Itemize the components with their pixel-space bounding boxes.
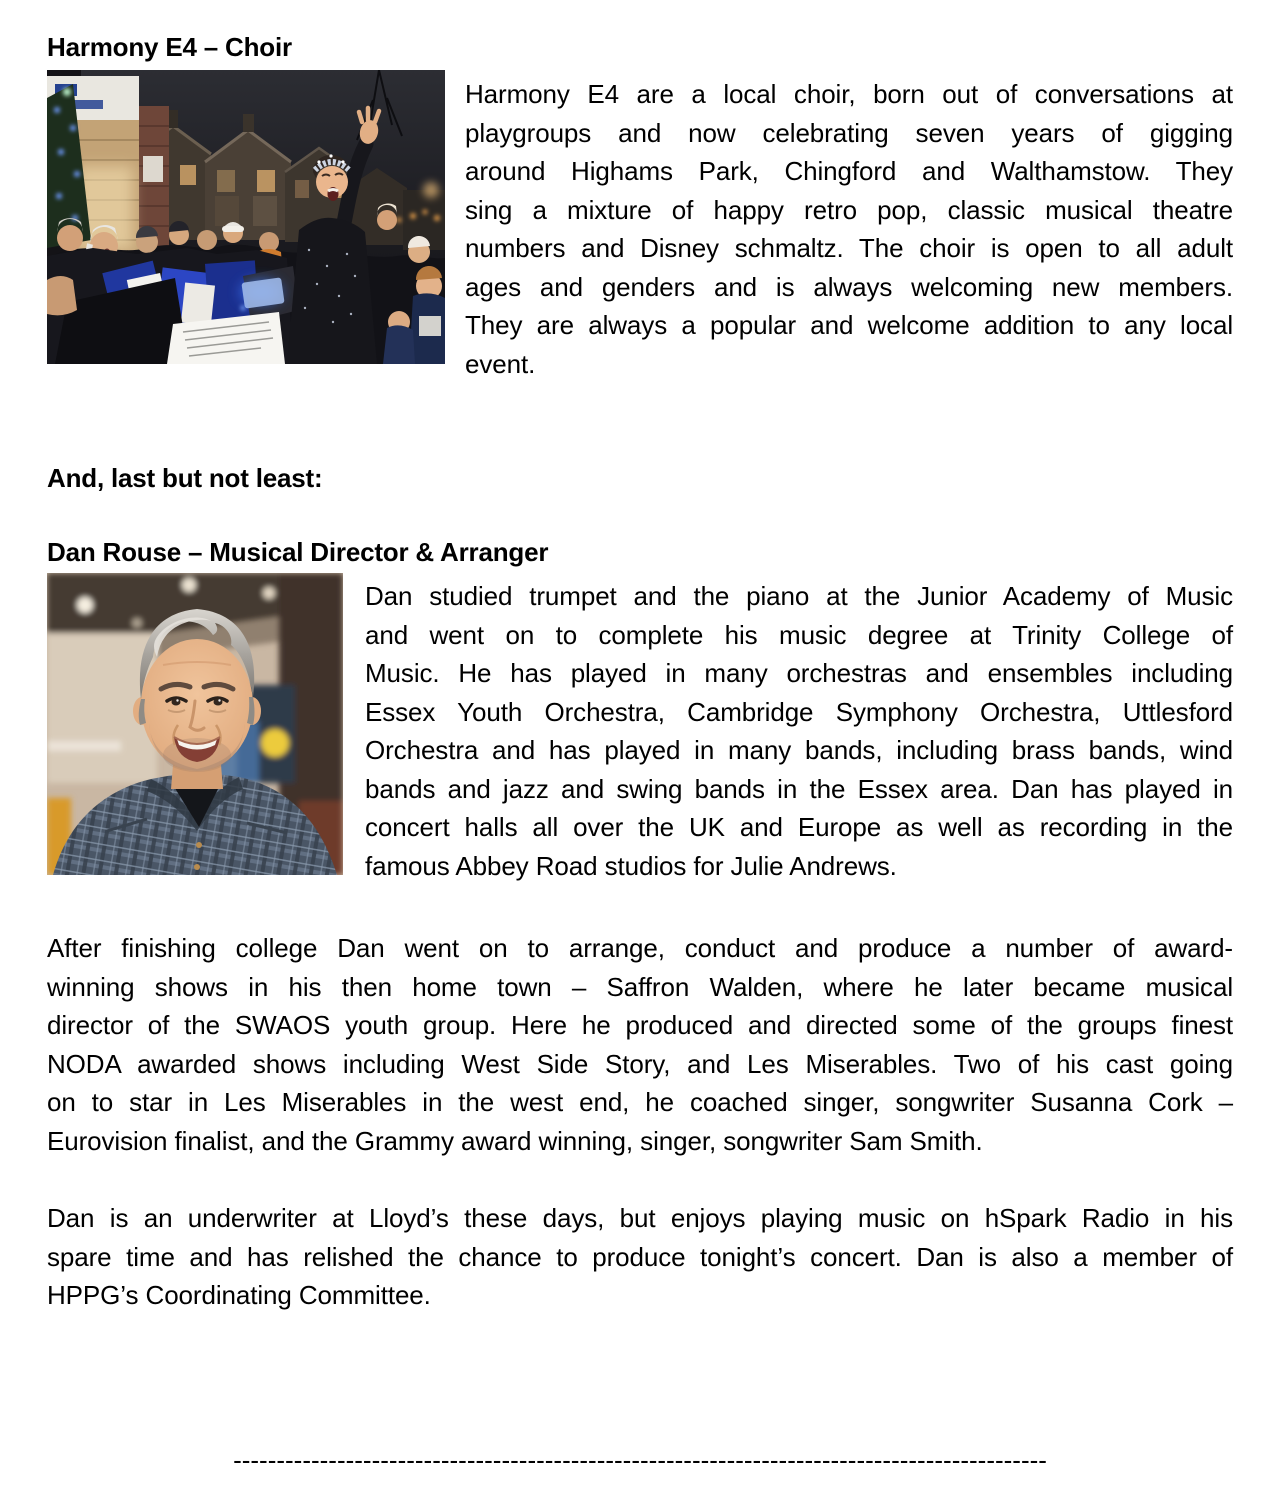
text-line: around Highams Park, Chingford and Walthamstow. They <box>465 156 1233 186</box>
text-line: sing a mixture of happy retro pop, classic musical theatre <box>465 194 1233 225</box>
harmony-section-heading: Harmony E4 – Choir <box>47 32 292 62</box>
text-line: spare time and has relished the chance to produce tonight’s concert. Dan is also a member of <box>47 1241 1233 1272</box>
interlude-heading: And, last but not least: <box>47 463 323 493</box>
text-line: HPPG’s Coordinating Committee. <box>47 1280 431 1310</box>
text-line: Eurovision finalist, and the Grammy award winning, singer, songwriter Sam Smith. <box>47 1125 983 1156</box>
text-line: playgroups and now celebrating seven years of gigging <box>465 117 1233 148</box>
text-line: Orchestra and has played in many bands, including brass bands, wind <box>365 735 1233 765</box>
harmony-paragraph <box>465 75 1233 383</box>
text-line: winning shows in his then home town – Saffron Walden, where he later became musical <box>47 971 1233 1002</box>
choir-photo-image <box>47 70 445 364</box>
text-line: After finishing college Dan went on to arrange, conduct and produce a number of award- <box>47 933 1233 963</box>
text-line: numbers and Disney schmaltz. The choir is open to all adult <box>465 233 1233 263</box>
dan-section <box>47 569 1233 885</box>
choir-photo <box>47 70 445 364</box>
dan-current-paragraph <box>47 1199 1233 1315</box>
text-line: Harmony E4 are a local choir, born out of conversations at <box>465 79 1233 109</box>
text-line: famous Abbey Road studios for Julie Andrews. <box>365 850 897 881</box>
text-line: on to star in Les Miserables in the west end, he coached singer, songwriter Susanna Cork – <box>47 1087 1233 1117</box>
text-line: NODA awarded shows including West Side Story, and Les Miserables. Two of his cast going <box>47 1048 1233 1079</box>
text-line: ages and genders and is always welcoming new members. <box>465 271 1233 302</box>
text-line: and went on to complete his music degree at Trinity College of <box>365 619 1233 650</box>
text-line: They are always a popular and welcome addition to any local <box>465 310 1233 340</box>
text-line: concert halls all over the UK and Europe as well as recording in the <box>365 812 1233 842</box>
text-line: Dan studied trumpet and the piano at the Junior Academy of Music <box>365 581 1233 611</box>
text-line: Dan is an underwriter at Lloyd’s these days, but enjoys playing music on hSpark Radio in his <box>47 1203 1233 1233</box>
dan-section-heading: Dan Rouse – Musical Director & Arranger <box>47 537 549 567</box>
text-line: Music. He has played in many orchestras and ensembles including <box>365 658 1233 688</box>
dan-bio-paragraph <box>365 577 1233 885</box>
dan-career-paragraph <box>47 929 1233 1160</box>
text-line: director of the SWAOS youth group. Here he produced and directed some of the groups finest <box>47 1010 1233 1040</box>
dan-rouse-photo-image <box>47 573 343 875</box>
dan-rouse-photo <box>47 573 343 875</box>
harmony-section <box>47 70 1233 383</box>
dashed-divider: ---------------------------------------------------------------------------------------------- <box>233 1444 1047 1475</box>
text-line: bands and jazz and swing bands in the Essex area. Dan has played in <box>365 773 1233 804</box>
text-line: Essex Youth Orchestra, Cambridge Symphony Orchestra, Uttlesford <box>365 696 1233 727</box>
text-line: event. <box>465 348 536 379</box>
